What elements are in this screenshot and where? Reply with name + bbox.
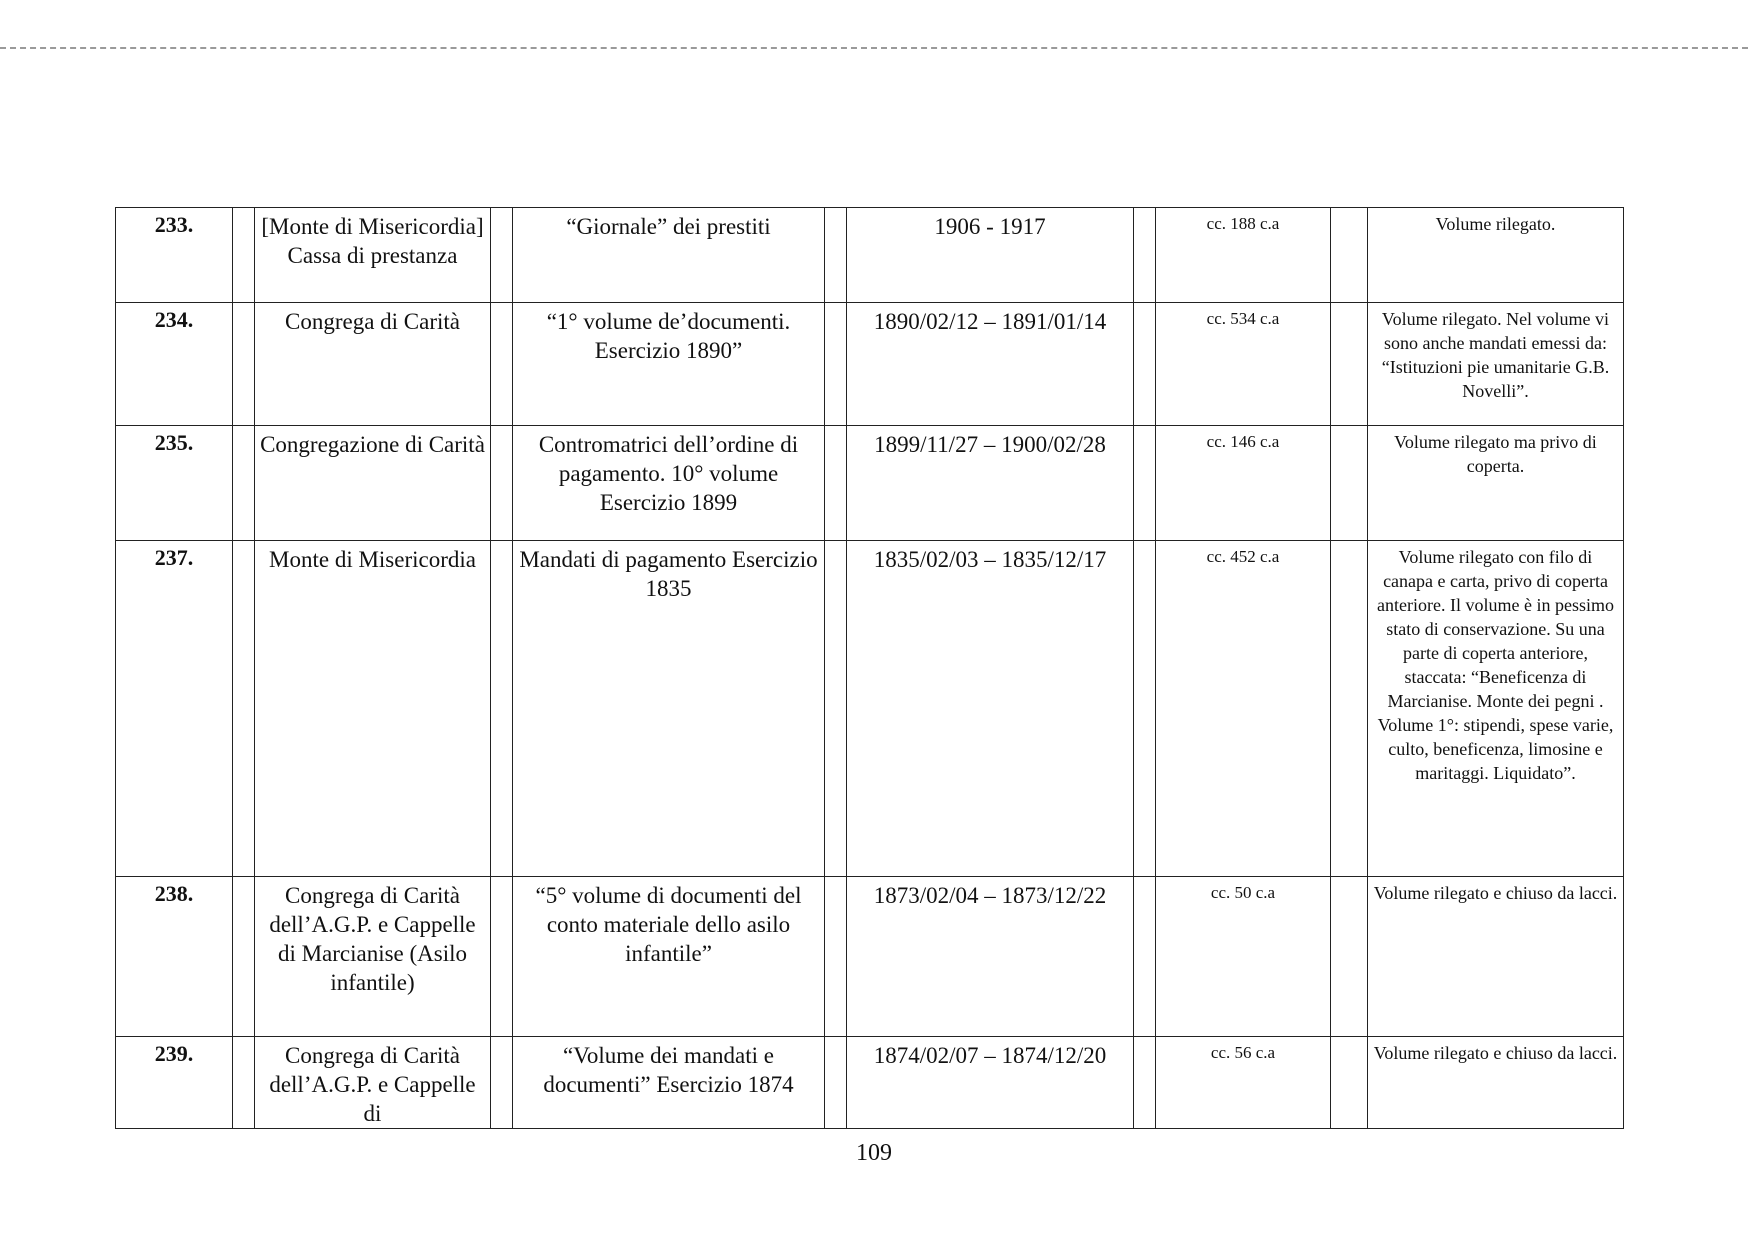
column-gap [825, 303, 847, 426]
column-gap [491, 541, 513, 877]
column-gap [1134, 1037, 1156, 1129]
column-gap [491, 1037, 513, 1129]
scan-top-rule [0, 47, 1748, 49]
record-number: 238. [116, 877, 233, 1037]
column-gap [1331, 877, 1368, 1037]
record-entity: Congregazione di Carità [255, 426, 491, 541]
record-title: “1° volume de’documenti. Esercizio 1890” [513, 303, 825, 426]
record-dates: 1890/02/12 – 1891/01/14 [847, 303, 1134, 426]
record-number: 235. [116, 426, 233, 541]
column-gap [233, 303, 255, 426]
column-gap [1134, 541, 1156, 877]
record-entity: Congrega di Carità [255, 303, 491, 426]
column-gap [1134, 426, 1156, 541]
record-notes: Volume rilegato con filo di canapa e carta, privo di coperta anteriore. Il volume è in pessimo stato di conservazione. Su una parte di coperta anteriore, staccata: “Beneficenza di Marcianise. Monte dei pegni . Volume 1°: stipendi, spese varie, culto, beneficenza, limosine e maritaggi. Liquidato”. [1368, 541, 1624, 877]
column-gap [1134, 877, 1156, 1037]
record-title: Contromatrici dell’ordine di pagamento. 10° volume Esercizio 1899 [513, 426, 825, 541]
column-gap [233, 426, 255, 541]
column-gap [1331, 426, 1368, 541]
record-extent: cc. 534 c.a [1156, 303, 1331, 426]
record-notes: Volume rilegato ma privo di coperta. [1368, 426, 1624, 541]
column-gap [491, 303, 513, 426]
column-gap [491, 877, 513, 1037]
record-title: “5° volume di documenti del conto materiale dello asilo infantile” [513, 877, 825, 1037]
inventory-table [115, 207, 1624, 1129]
record-extent: cc. 188 c.a [1156, 208, 1331, 303]
column-gap [825, 1037, 847, 1129]
record-notes: Volume rilegato. Nel volume vi sono anche mandati emessi da: “Istituzioni pie umanitarie G.B. Novelli”. [1368, 303, 1624, 426]
record-dates: 1899/11/27 – 1900/02/28 [847, 426, 1134, 541]
record-notes: Volume rilegato. [1368, 208, 1624, 303]
record-number: 237. [116, 541, 233, 877]
column-gap [825, 541, 847, 877]
column-gap [825, 877, 847, 1037]
column-gap [233, 877, 255, 1037]
record-title: “Volume dei mandati e documenti” Esercizio 1874 [513, 1037, 825, 1129]
column-gap [1331, 541, 1368, 877]
column-gap [233, 541, 255, 877]
table-row [116, 426, 1624, 541]
table-row [116, 208, 1624, 303]
record-extent: cc. 56 c.a [1156, 1037, 1331, 1129]
table-row [116, 877, 1624, 1037]
record-entity: [Monte di Misericordia] Cassa di prestanza [255, 208, 491, 303]
column-gap [491, 208, 513, 303]
record-dates: 1835/02/03 – 1835/12/17 [847, 541, 1134, 877]
record-number: 234. [116, 303, 233, 426]
record-entity: Congrega di Carità dell’A.G.P. e Cappelle di Marcianise (Asilo infantile) [255, 877, 491, 1037]
record-title: “Giornale” dei prestiti [513, 208, 825, 303]
table-row [116, 541, 1624, 877]
column-gap [233, 208, 255, 303]
column-gap [825, 208, 847, 303]
column-gap [825, 426, 847, 541]
table-row [116, 303, 1624, 426]
page-number: 109 [856, 1140, 892, 1166]
record-number: 239. [116, 1037, 233, 1129]
column-gap [233, 1037, 255, 1129]
column-gap [491, 426, 513, 541]
record-dates: 1873/02/04 – 1873/12/22 [847, 877, 1134, 1037]
record-extent: cc. 452 c.a [1156, 541, 1331, 877]
column-gap [1134, 303, 1156, 426]
record-title: Mandati di pagamento Esercizio 1835 [513, 541, 825, 877]
record-entity: Congrega di Carità dell’A.G.P. e Cappelle di [255, 1037, 491, 1129]
record-entity: Monte di Misericordia [255, 541, 491, 877]
column-gap [1134, 208, 1156, 303]
column-gap [1331, 1037, 1368, 1129]
record-notes: Volume rilegato e chiuso da lacci. [1368, 877, 1624, 1037]
record-number: 233. [116, 208, 233, 303]
record-dates: 1874/02/07 – 1874/12/20 [847, 1037, 1134, 1129]
table-row [116, 1037, 1624, 1129]
column-gap [1331, 303, 1368, 426]
record-extent: cc. 50 c.a [1156, 877, 1331, 1037]
record-extent: cc. 146 c.a [1156, 426, 1331, 541]
record-dates: 1906 - 1917 [847, 208, 1134, 303]
record-notes: Volume rilegato e chiuso da lacci. [1368, 1037, 1624, 1129]
column-gap [1331, 208, 1368, 303]
